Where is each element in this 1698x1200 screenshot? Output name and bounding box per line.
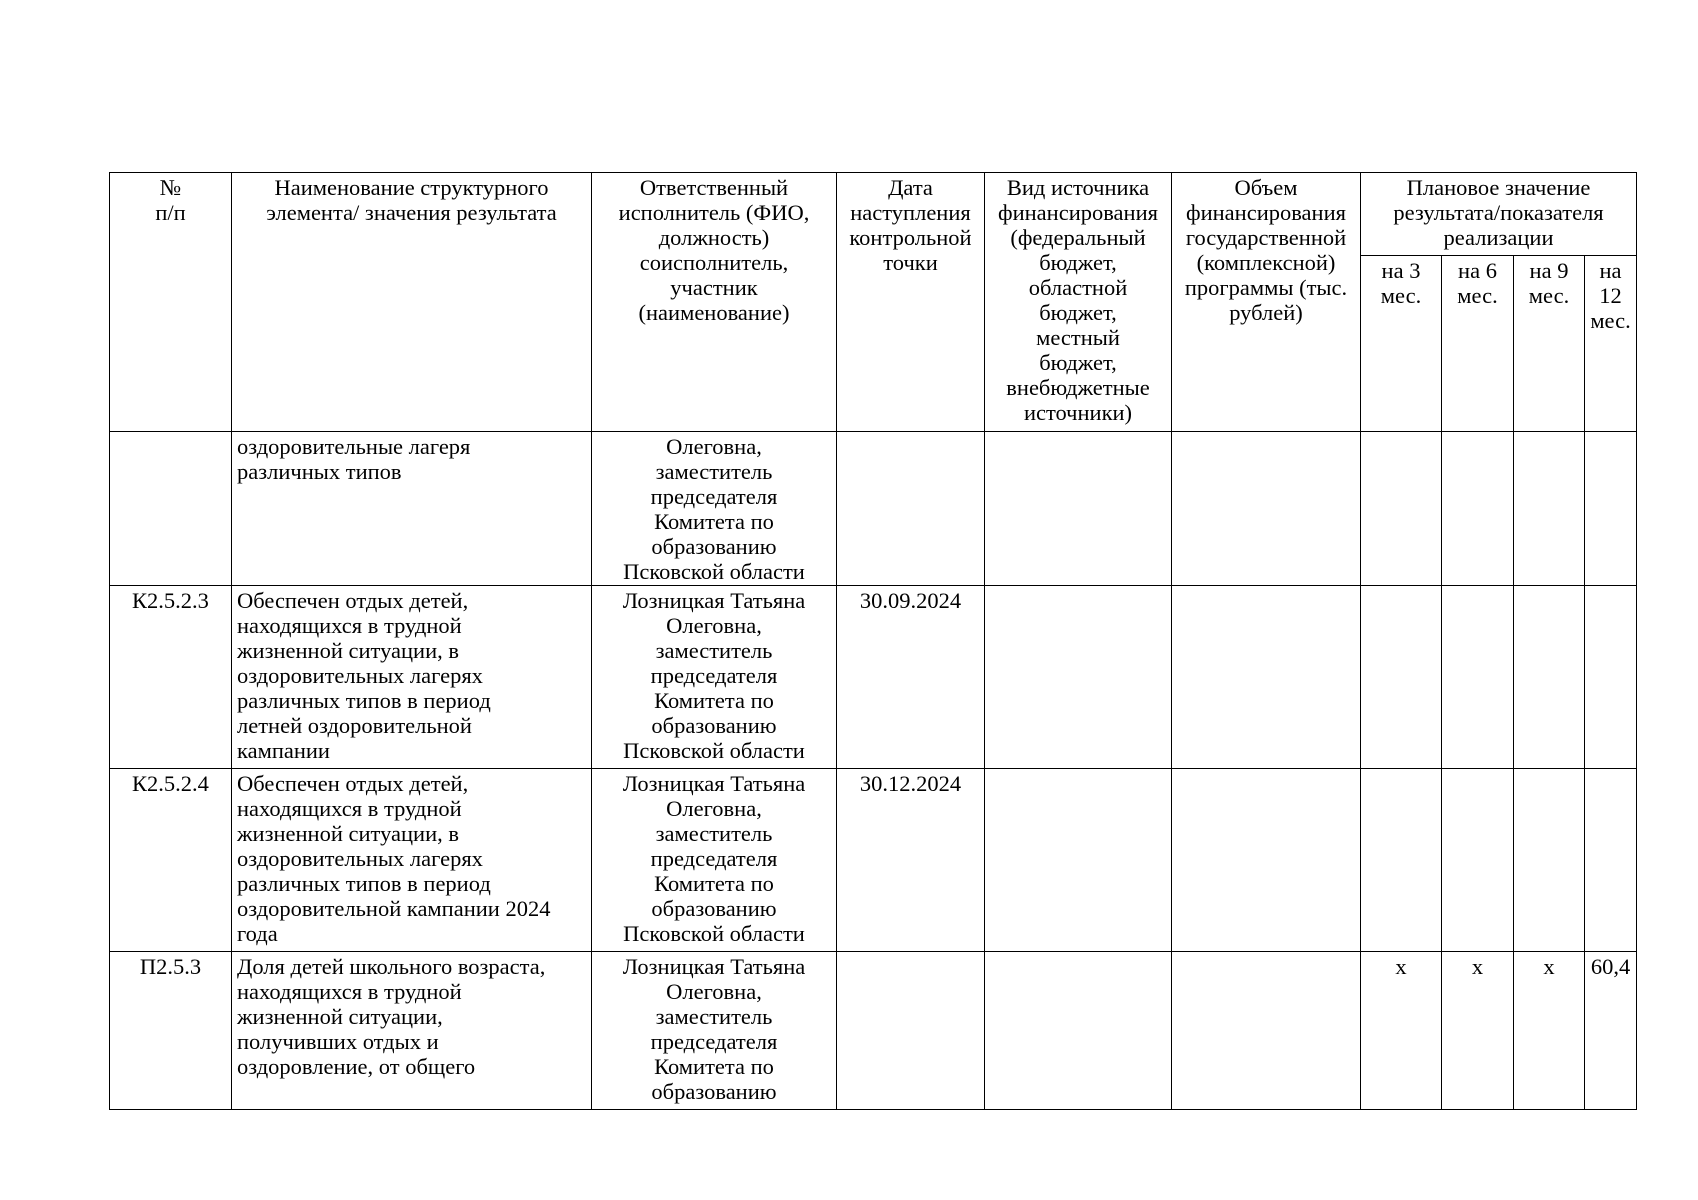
row-m9: х (1514, 952, 1585, 1110)
header-responsible: Ответственный исполнитель (ФИО, должность) соисполнитель, участник (наименование) (592, 173, 837, 432)
row-m3: х (1361, 952, 1442, 1110)
row-num: П2.5.3 (110, 952, 232, 1110)
header-m3: на 3 мес. (1361, 256, 1442, 432)
row-m9 (1514, 432, 1585, 586)
row-responsible: Лозницкая Татьяна Олеговна, заместитель председателя Комитета по образованию Псковской области (592, 769, 837, 952)
row-m12 (1585, 586, 1637, 769)
row-volume (1172, 769, 1361, 952)
program-table (109, 172, 1637, 1110)
row-responsible: Олеговна, заместитель председателя Комитета по образованию Псковской области (592, 432, 837, 586)
row-source (985, 586, 1172, 769)
row-date (837, 432, 985, 586)
row-m12 (1585, 769, 1637, 952)
header-source: Вид источника финансирования (федеральный бюджет, областной бюджет, местный бюджет, внебюджетные источники) (985, 173, 1172, 432)
row-m12: 60,4 (1585, 952, 1637, 1110)
row-volume (1172, 432, 1361, 586)
header-m12: на 12 мес. (1585, 256, 1637, 432)
row-volume (1172, 586, 1361, 769)
row-source (985, 432, 1172, 586)
row-date: 30.09.2024 (837, 586, 985, 769)
table-row (110, 586, 1637, 769)
table-row (110, 952, 1637, 1110)
row-name: Обеспечен отдых детей, находящихся в трудной жизненной ситуации, в оздоровительных лагерях различных типов в период оздоровительной кампании 2024 года (232, 769, 592, 952)
row-m6: х (1442, 952, 1514, 1110)
row-num: К2.5.2.3 (110, 586, 232, 769)
row-m3 (1361, 432, 1442, 586)
row-source (985, 952, 1172, 1110)
row-name: Обеспечен отдых детей, находящихся в трудной жизненной ситуации, в оздоровительных лагерях различных типов в период летней оздоровительной кампании (232, 586, 592, 769)
row-m6 (1442, 432, 1514, 586)
row-m9 (1514, 769, 1585, 952)
row-responsible: Лозницкая Татьяна Олеговна, заместитель председателя Комитета по образованию (592, 952, 837, 1110)
row-responsible: Лозницкая Татьяна Олеговна, заместитель председателя Комитета по образованию Псковской области (592, 586, 837, 769)
header-m9: на 9 мес. (1514, 256, 1585, 432)
header-plan: Плановое значение результата/показателя реализации (1361, 173, 1637, 256)
row-name: оздоровительные лагеря различных типов (232, 432, 592, 586)
header-row (110, 173, 1637, 256)
row-source (985, 769, 1172, 952)
table-row (110, 432, 1637, 586)
header-volume: Объем финансирования государственной (комплексной) программы (тыс. рублей) (1172, 173, 1361, 432)
row-m6 (1442, 769, 1514, 952)
row-num: К2.5.2.4 (110, 769, 232, 952)
row-m6 (1442, 586, 1514, 769)
row-date (837, 952, 985, 1110)
header-num: № п/п (110, 173, 232, 432)
row-m12 (1585, 432, 1637, 586)
row-name: Доля детей школьного возраста, находящихся в трудной жизненной ситуации, получивших отдых и оздоровление, от общего (232, 952, 592, 1110)
row-m3 (1361, 769, 1442, 952)
header-m6: на 6 мес. (1442, 256, 1514, 432)
header-date: Дата наступления контрольной точки (837, 173, 985, 432)
header-name: Наименование структурного элемента/ значения результата (232, 173, 592, 432)
row-volume (1172, 952, 1361, 1110)
row-num (110, 432, 232, 586)
table-row (110, 769, 1637, 952)
row-date: 30.12.2024 (837, 769, 985, 952)
row-m9 (1514, 586, 1585, 769)
row-m3 (1361, 586, 1442, 769)
